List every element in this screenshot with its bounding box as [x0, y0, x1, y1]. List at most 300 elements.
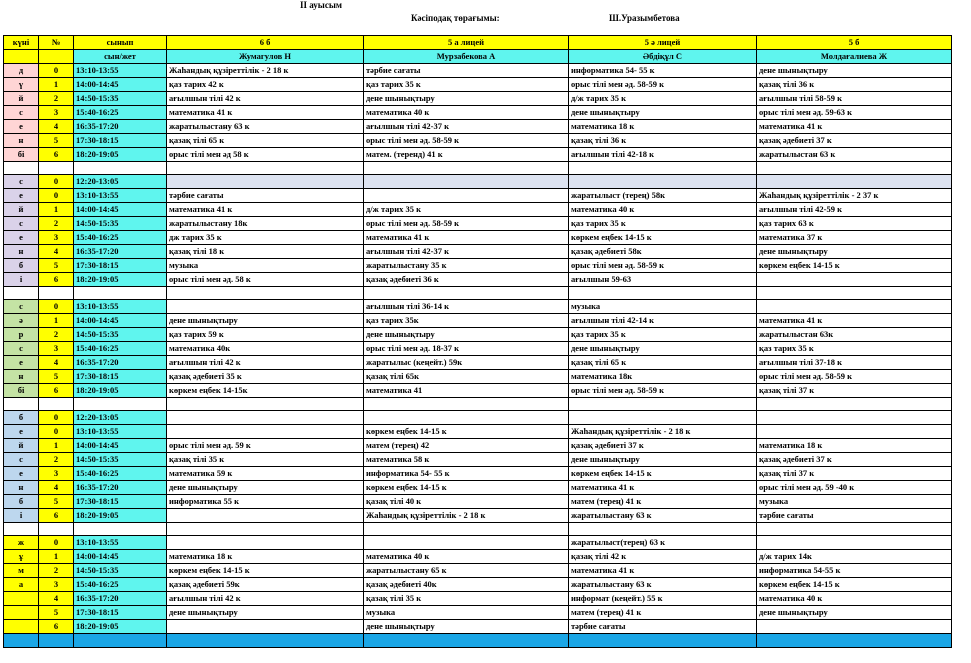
lesson-cell: орыс тілі мен әд. 59 -40 к	[757, 481, 952, 495]
lesson-cell: математика 41 к	[167, 203, 364, 217]
lesson-cell: Жаһандық құзіреттілік - 2 37 к	[757, 189, 952, 203]
lesson-time: 18:20-19:05	[74, 148, 167, 162]
lesson-cell: информатика 54- 55 к	[569, 64, 757, 78]
table-row	[4, 453, 952, 467]
lesson-time: 15:40-16:25	[74, 106, 167, 120]
day-letter: р	[4, 328, 39, 342]
lesson-cell: дене шынықтыру	[167, 314, 364, 328]
day-letter: с	[4, 217, 39, 231]
lesson-cell: жаратылыстану 65 к	[364, 564, 569, 578]
lesson-cell: дене шынықтыру	[757, 64, 952, 78]
day-letter	[4, 620, 39, 634]
day-letter: й	[4, 203, 39, 217]
table-row	[4, 509, 952, 523]
lesson-cell: дене шынықтыру	[364, 92, 569, 106]
table-row	[4, 273, 952, 287]
lesson-time: 17:30-18:15	[74, 370, 167, 384]
lesson-time: 16:35-17:20	[74, 245, 167, 259]
table-row	[4, 314, 952, 328]
day-separator	[4, 634, 952, 648]
separator-cell	[167, 523, 364, 536]
lesson-cell: көркем еңбек 14-15 к	[569, 467, 757, 481]
lesson-time: 18:20-19:05	[74, 509, 167, 523]
table-row	[4, 120, 952, 134]
lesson-cell: жаратылыстану 63 к	[569, 578, 757, 592]
day-letter: е	[4, 356, 39, 370]
col-header-day: күні	[4, 36, 39, 50]
lesson-cell: жаратылыс (кеңейт.) 59к	[364, 356, 569, 370]
day-letter: д	[4, 64, 39, 78]
lesson-cell: ағылшын тілі 42 к	[167, 92, 364, 106]
schedule-body	[4, 64, 952, 648]
lesson-cell: көркем еңбек 14-15 к	[167, 564, 364, 578]
separator-cell	[39, 162, 74, 175]
lesson-cell: матем (терең) 41 к	[569, 606, 757, 620]
day-letter: с	[4, 300, 39, 314]
lesson-cell	[757, 273, 952, 287]
lesson-cell: тәрбие сағаты	[167, 189, 364, 203]
separator-cell	[74, 523, 167, 536]
lesson-cell: дж тарих 35 к	[167, 231, 364, 245]
lesson-number: 5	[39, 134, 74, 148]
lesson-time: 18:20-19:05	[74, 273, 167, 287]
separator-cell	[569, 162, 757, 175]
lesson-cell	[167, 536, 364, 550]
table-row	[4, 148, 952, 162]
table-row	[4, 203, 952, 217]
lesson-cell: математика 41 к	[569, 481, 757, 495]
lesson-time: 14:50-15:35	[74, 92, 167, 106]
day-letter: н	[4, 245, 39, 259]
lesson-cell: қазақ әдебиеті 58к	[569, 245, 757, 259]
lesson-cell: жаратылыстану 18к	[167, 217, 364, 231]
separator-cell	[39, 398, 74, 411]
col-header-number: №	[39, 36, 74, 50]
separator-cell	[167, 162, 364, 175]
class-name: 5 ә лицей	[569, 36, 757, 50]
lesson-time: 18:20-19:05	[74, 620, 167, 634]
lesson-cell: математика 18 к	[167, 550, 364, 564]
lesson-time: 16:35-17:20	[74, 356, 167, 370]
lesson-number: 1	[39, 203, 74, 217]
day-letter: бі	[4, 384, 39, 398]
lesson-number: 6	[39, 384, 74, 398]
lesson-cell	[569, 175, 757, 189]
lesson-cell	[757, 425, 952, 439]
lesson-time: 14:00-14:45	[74, 203, 167, 217]
lesson-cell	[167, 411, 364, 425]
lesson-cell	[364, 175, 569, 189]
separator-cell	[757, 523, 952, 536]
lesson-cell: қазақ тілі 18 к	[167, 245, 364, 259]
day-letter: н	[4, 134, 39, 148]
lesson-time: 15:40-16:25	[74, 578, 167, 592]
lesson-cell: ағылшын тілі 42-37 к	[364, 245, 569, 259]
separator-cell	[569, 523, 757, 536]
lesson-time: 17:30-18:15	[74, 134, 167, 148]
table-row	[4, 411, 952, 425]
lesson-cell	[167, 425, 364, 439]
lesson-cell: дене шынықтыру	[757, 606, 952, 620]
day-separator	[4, 162, 952, 175]
lesson-cell: қазақ тілі 37 к	[757, 384, 952, 398]
lesson-cell: д/ж тарих 35 к	[364, 203, 569, 217]
lesson-cell: орыс тілі мен әд. 58-59 к	[569, 78, 757, 92]
lesson-cell: жаратылыстан 63к	[757, 328, 952, 342]
lesson-cell: ағылшын тілі 42-59 к	[757, 203, 952, 217]
lesson-number: 3	[39, 342, 74, 356]
day-separator	[4, 523, 952, 536]
day-letter: б	[4, 495, 39, 509]
day-letter: і	[4, 509, 39, 523]
separator-cell	[757, 634, 952, 648]
day-letter: е	[4, 425, 39, 439]
day-letter: а	[4, 578, 39, 592]
lesson-cell: тәрбие сағаты	[757, 509, 952, 523]
lesson-cell: қазақ тілі 65 к	[167, 134, 364, 148]
teacher-name: Әбдіқұл С	[569, 50, 757, 64]
table-row	[4, 259, 952, 273]
lesson-cell: матем. (теренд) 41 к	[364, 148, 569, 162]
day-letter: н	[4, 481, 39, 495]
separator-cell	[757, 398, 952, 411]
lesson-cell: математика 40 к	[757, 592, 952, 606]
separator-cell	[4, 398, 39, 411]
lesson-cell: Жаһандық құзіреттілік - 2 18 к	[364, 509, 569, 523]
day-letter: і	[4, 273, 39, 287]
lesson-cell	[569, 411, 757, 425]
lesson-cell: математика 40к	[167, 342, 364, 356]
separator-cell	[757, 287, 952, 300]
lesson-number: 3	[39, 231, 74, 245]
lesson-cell	[364, 536, 569, 550]
lesson-cell: көркем еңбек 14-15 к	[364, 425, 569, 439]
lesson-number: 0	[39, 300, 74, 314]
lesson-cell: ағылшын 59-63	[569, 273, 757, 287]
lesson-cell: қазақ әдебиеті 40к	[364, 578, 569, 592]
lesson-number: 2	[39, 564, 74, 578]
shift-label: ІІ ауысым	[300, 0, 342, 10]
table-row	[4, 245, 952, 259]
table-row	[4, 370, 952, 384]
lesson-number: 1	[39, 550, 74, 564]
table-row	[4, 342, 952, 356]
table-row	[4, 606, 952, 620]
separator-cell	[74, 398, 167, 411]
separator-cell	[569, 398, 757, 411]
lesson-cell: информатика 54-55 к	[757, 564, 952, 578]
lesson-time: 13:10-13:55	[74, 425, 167, 439]
day-letter: б	[4, 259, 39, 273]
lesson-time: 16:35-17:20	[74, 481, 167, 495]
lesson-cell: көркем еңбек 14-15 к	[757, 578, 952, 592]
lesson-cell: орыс тілі мен әд 58 к	[167, 148, 364, 162]
lesson-cell: қаз тарих 35к	[364, 314, 569, 328]
lesson-cell	[167, 300, 364, 314]
lesson-time: 13:10-13:55	[74, 189, 167, 203]
lesson-time: 12:20-13:05	[74, 411, 167, 425]
day-letter: б	[4, 411, 39, 425]
lesson-cell: математика 41 к	[569, 564, 757, 578]
union-chair-name: Ш.Уразымбетова	[609, 13, 680, 23]
lesson-time: 14:00-14:45	[74, 314, 167, 328]
lesson-cell: көркем еңбек 14-15 к	[757, 259, 952, 273]
lesson-number: 6	[39, 509, 74, 523]
lesson-cell	[757, 536, 952, 550]
day-letter: й	[4, 92, 39, 106]
lesson-cell: қазақ тілі 35 к	[167, 453, 364, 467]
lesson-cell: математика 41 к	[757, 120, 952, 134]
lesson-cell: ағылшын тілі 42 к	[167, 356, 364, 370]
lesson-number: 4	[39, 120, 74, 134]
table-row	[4, 592, 952, 606]
table-row	[4, 536, 952, 550]
lesson-cell: көркем еңбек 14-15 к	[364, 481, 569, 495]
separator-cell	[4, 162, 39, 175]
separator-cell	[569, 634, 757, 648]
table-row	[4, 78, 952, 92]
lesson-number: 5	[39, 606, 74, 620]
lesson-time: 13:10-13:55	[74, 64, 167, 78]
lesson-cell: орыс тілі мен әд. 58-59 к	[569, 259, 757, 273]
lesson-number: 1	[39, 78, 74, 92]
col-header-class: сынып	[74, 36, 167, 50]
day-letter: й	[4, 439, 39, 453]
lesson-cell: математика 40 к	[364, 550, 569, 564]
separator-cell	[4, 634, 39, 648]
separator-cell	[364, 287, 569, 300]
day-letter: е	[4, 467, 39, 481]
lesson-cell: дене шынықтыру	[569, 106, 757, 120]
day-letter: с	[4, 342, 39, 356]
lesson-cell: ағылшын тілі 58-59 к	[757, 92, 952, 106]
lesson-cell: жаратылыстан 63 к	[757, 148, 952, 162]
union-chair-label: Кәсіподақ төрағымы:	[411, 13, 500, 23]
lesson-cell: матем (терең) 42	[364, 439, 569, 453]
lesson-cell	[757, 300, 952, 314]
lesson-time: 13:10-13:55	[74, 300, 167, 314]
lesson-number: 0	[39, 411, 74, 425]
separator-cell	[167, 398, 364, 411]
day-letter: ұ	[4, 550, 39, 564]
table-row	[4, 300, 952, 314]
lesson-cell	[167, 509, 364, 523]
separator-cell	[364, 523, 569, 536]
lesson-number: 5	[39, 259, 74, 273]
lesson-cell: ағылшын тілі 42 к	[167, 592, 364, 606]
lesson-cell	[757, 620, 952, 634]
lesson-cell: жаратылыстану 63 к	[569, 509, 757, 523]
lesson-number: 5	[39, 370, 74, 384]
lesson-number: 0	[39, 175, 74, 189]
lesson-number: 1	[39, 314, 74, 328]
day-letter: ә	[4, 314, 39, 328]
day-letter: е	[4, 120, 39, 134]
lesson-cell: математика 40 к	[364, 106, 569, 120]
teacher-name: Молдағалиева Ж	[757, 50, 952, 64]
lesson-cell: орыс тілі мен әд. 58-59 к	[757, 370, 952, 384]
lesson-number: 2	[39, 217, 74, 231]
lesson-cell: музыка	[757, 495, 952, 509]
lesson-cell: орыс тілі мен әд. 59-63 к	[757, 106, 952, 120]
table-row	[4, 425, 952, 439]
day-letter: н	[4, 370, 39, 384]
separator-cell	[39, 634, 74, 648]
lesson-cell: жаратылыст (терең) 58к	[569, 189, 757, 203]
lesson-cell: орыс тілі мен әд. 59 к	[167, 439, 364, 453]
lesson-cell: қазақ әдебиеті 59к	[167, 578, 364, 592]
lesson-cell: музыка	[364, 606, 569, 620]
lesson-time: 14:00-14:45	[74, 78, 167, 92]
day-separator	[4, 398, 952, 411]
lesson-number: 4	[39, 592, 74, 606]
lesson-time: 17:30-18:15	[74, 495, 167, 509]
lesson-cell: қазақ әдебиеті 37 к	[757, 134, 952, 148]
lesson-cell: дене шынықтыру	[569, 342, 757, 356]
lesson-number: 0	[39, 425, 74, 439]
lesson-cell: дене шынықтыру	[364, 328, 569, 342]
lesson-cell: көркем еңбек 14-15 к	[569, 231, 757, 245]
lesson-cell: қазақ тілі 40 к	[364, 495, 569, 509]
day-letter	[4, 606, 39, 620]
lesson-cell: математика 18 к	[757, 439, 952, 453]
table-row	[4, 231, 952, 245]
lesson-number: 4	[39, 356, 74, 370]
lesson-cell: орыс тілі мен әд. 58-59 к	[569, 384, 757, 398]
table-row	[4, 64, 952, 78]
lesson-cell: орыс тілі мен әд. 58 к	[167, 273, 364, 287]
lesson-time: 18:20-19:05	[74, 384, 167, 398]
class-name: 5 а лицей	[364, 36, 569, 50]
table-row	[4, 106, 952, 120]
separator-cell	[364, 162, 569, 175]
schedule-table	[3, 35, 952, 648]
lesson-cell: д/ж тарих 14к	[757, 550, 952, 564]
lesson-cell: көркем еңбек 14-15к	[167, 384, 364, 398]
table-row	[4, 578, 952, 592]
lesson-time: 15:40-16:25	[74, 342, 167, 356]
lesson-cell: математика 58 к	[364, 453, 569, 467]
lesson-cell: матем (терең) 41 к	[569, 495, 757, 509]
table-row	[4, 328, 952, 342]
lesson-cell: Жаһандық құзіреттілік - 2 18 к	[167, 64, 364, 78]
table-row	[4, 467, 952, 481]
class-name: 6 б	[167, 36, 364, 50]
lesson-time: 15:40-16:25	[74, 467, 167, 481]
lesson-cell: математика 18 к	[569, 120, 757, 134]
lesson-time: 14:50-15:35	[74, 453, 167, 467]
day-letter: с	[4, 106, 39, 120]
day-separator	[4, 287, 952, 300]
lesson-time: 17:30-18:15	[74, 606, 167, 620]
lesson-cell: қазақ тілі 65к	[364, 370, 569, 384]
lesson-time: 12:20-13:05	[74, 175, 167, 189]
table-row	[4, 620, 952, 634]
lesson-number: 3	[39, 106, 74, 120]
lesson-cell: математика 41 к	[364, 231, 569, 245]
table-row	[4, 92, 952, 106]
lesson-cell: д/ж тарих 35 к	[569, 92, 757, 106]
separator-cell	[4, 523, 39, 536]
lesson-time: 14:50-15:35	[74, 328, 167, 342]
separator-cell	[74, 162, 167, 175]
lesson-cell: жаратылыст(терең) 63 к	[569, 536, 757, 550]
separator-cell	[167, 287, 364, 300]
lesson-cell: орыс тілі мен әд. 18-37 к	[364, 342, 569, 356]
lesson-cell: қаз тарих 63 к	[757, 217, 952, 231]
lesson-cell: тәрбие сағаты	[569, 620, 757, 634]
separator-cell	[167, 634, 364, 648]
lesson-cell: қазақ тілі 42 к	[569, 550, 757, 564]
lesson-cell: математика 41 к	[167, 106, 364, 120]
table-row	[4, 189, 952, 203]
lesson-cell	[364, 189, 569, 203]
lesson-number: 0	[39, 536, 74, 550]
separator-cell	[39, 523, 74, 536]
day-letter: е	[4, 189, 39, 203]
lesson-number: 6	[39, 148, 74, 162]
lesson-cell: ағылшын тілі 37-18 к	[757, 356, 952, 370]
day-letter: ж	[4, 536, 39, 550]
lesson-time: 14:50-15:35	[74, 564, 167, 578]
table-row	[4, 495, 952, 509]
lesson-cell: орыс тілі мен әд. 58-59 к	[364, 134, 569, 148]
col-header-time: сын/жет	[74, 50, 167, 64]
lesson-cell: қазақ әдебиеті 36 к	[364, 273, 569, 287]
lesson-cell: орыс тілі мен әд. 58-59 к	[364, 217, 569, 231]
lesson-time: 16:35-17:20	[74, 592, 167, 606]
lesson-time: 17:30-18:15	[74, 259, 167, 273]
lesson-cell: ағылшын тілі 42-14 к	[569, 314, 757, 328]
lesson-cell: қаз тарих 35 к	[569, 217, 757, 231]
lesson-cell: ағылшын тілі 42-37 к	[364, 120, 569, 134]
lesson-cell: қазақ әдебиеті 37 к	[757, 453, 952, 467]
lesson-number: 4	[39, 481, 74, 495]
lesson-cell	[167, 620, 364, 634]
lesson-cell	[757, 175, 952, 189]
class-name: 5 б	[757, 36, 952, 50]
table-row	[4, 175, 952, 189]
lesson-cell: қазақ тілі 65 к	[569, 356, 757, 370]
teacher-name: Жумагулов Н	[167, 50, 364, 64]
separator-cell	[757, 162, 952, 175]
lesson-cell	[757, 411, 952, 425]
separator-cell	[74, 634, 167, 648]
lesson-number: 1	[39, 439, 74, 453]
lesson-cell: математика 37 к	[757, 231, 952, 245]
table-row	[4, 481, 952, 495]
lesson-cell: математика 40 к	[569, 203, 757, 217]
lesson-time: 13:10-13:55	[74, 536, 167, 550]
lesson-number: 6	[39, 620, 74, 634]
day-letter: е	[4, 231, 39, 245]
lesson-number: 6	[39, 273, 74, 287]
day-letter: ү	[4, 78, 39, 92]
lesson-number: 2	[39, 328, 74, 342]
lesson-cell: қазақ тілі 36 к	[757, 78, 952, 92]
lesson-time: 14:00-14:45	[74, 439, 167, 453]
lesson-number: 5	[39, 495, 74, 509]
lesson-cell: қазақ тілі 36 к	[569, 134, 757, 148]
lesson-number: 3	[39, 467, 74, 481]
lesson-cell: информатика 54- 55 к	[364, 467, 569, 481]
lesson-cell: дене шынықтыру	[167, 481, 364, 495]
lesson-cell: қазақ тілі 35 к	[364, 592, 569, 606]
table-row	[4, 550, 952, 564]
table-row	[4, 217, 952, 231]
lesson-number: 0	[39, 64, 74, 78]
lesson-cell: информатика 55 к	[167, 495, 364, 509]
